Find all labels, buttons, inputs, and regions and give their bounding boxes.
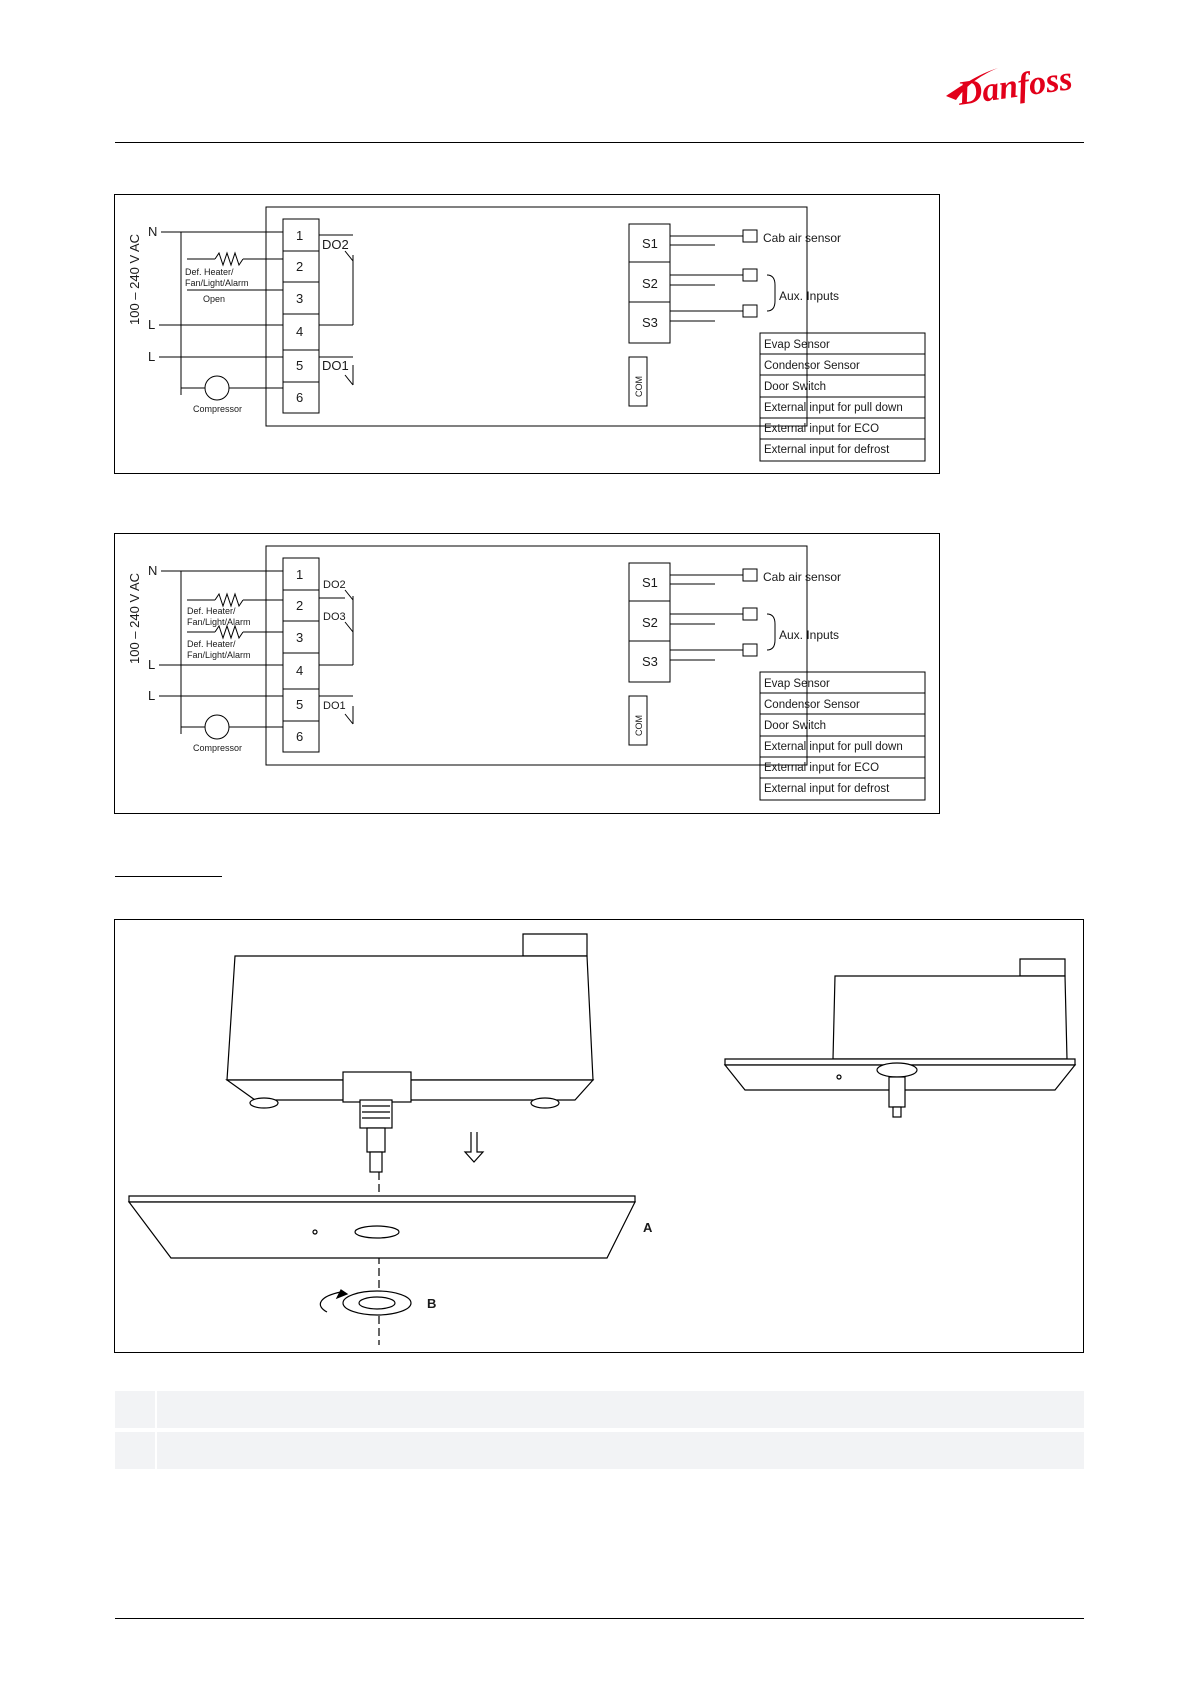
terminal-2: 2 [296, 259, 304, 274]
mounting-illustration [114, 919, 1084, 1353]
aux-option-3: Door Switch [764, 720, 826, 732]
supply-label: 100 – 240 V AC [127, 233, 142, 325]
aux-option-3: Door Switch [764, 381, 826, 393]
n-label: N [148, 563, 158, 578]
com-label: COM [634, 715, 644, 736]
mounting-illustration-svg [115, 920, 1083, 1352]
sensor-s1: S1 [642, 575, 658, 590]
terminal-1: 1 [296, 567, 304, 582]
cab-air-label: Cab air sensor [763, 231, 842, 245]
load-label-line2: Fan/Light/Alarm [185, 278, 249, 288]
wiring-diagram-2 [114, 533, 940, 814]
load2-line2: Fan/Light/Alarm [187, 650, 251, 660]
terminal-5: 5 [296, 697, 304, 712]
aux-inputs-label: Aux. Inputs [779, 289, 840, 303]
load-label-line1: Def. Heater/ [185, 267, 234, 277]
cab-air-label: Cab air sensor [763, 570, 842, 584]
terminal-5: 5 [296, 358, 304, 373]
terminal-4: 4 [296, 663, 304, 678]
supply-label: 100 – 240 V AC [127, 572, 142, 664]
relay-do1: DO1 [322, 358, 349, 373]
l-label-2: L [148, 349, 156, 364]
relay-do1: DO1 [323, 700, 346, 712]
table-row [115, 1432, 1084, 1469]
load1-line2: Fan/Light/Alarm [187, 617, 251, 627]
table-cell [115, 1391, 157, 1428]
aux-option-6: External input for defrost [764, 783, 890, 795]
aux-option-4: External input for pull down [764, 402, 903, 414]
com-label: COM [634, 376, 644, 397]
wiring-diagram-2-svg [115, 534, 939, 813]
sensor-s1: S1 [642, 236, 658, 251]
terminal-2: 2 [296, 598, 304, 613]
sensor-s2: S2 [642, 276, 658, 291]
aux-option-1: Evap Sensor [764, 339, 830, 351]
wiring-diagram-1-svg [115, 195, 939, 473]
aux-option-1: Evap Sensor [764, 678, 830, 690]
terminal-1: 1 [296, 228, 304, 243]
callout-a: A [643, 1220, 653, 1235]
aux-option-5: External input for ECO [764, 423, 880, 435]
compressor-label: Compressor [193, 743, 243, 753]
aux-option-2: Condensor Sensor [764, 360, 860, 372]
aux-inputs-label: Aux. Inputs [779, 628, 840, 642]
terminal-3: 3 [296, 291, 304, 306]
aux-option-4: External input for pull down [764, 741, 903, 753]
terminal-4: 4 [296, 324, 304, 339]
table-row [115, 1391, 1084, 1428]
aux-option-6: External input for defrost [764, 444, 890, 456]
load1-line1: Def. Heater/ [187, 606, 236, 616]
compressor-label: Compressor [193, 404, 243, 414]
aux-option-5: External input for ECO [764, 762, 880, 774]
n-label: N [148, 224, 158, 239]
terminal-3: 3 [296, 630, 304, 645]
sensor-s2: S2 [642, 615, 658, 630]
footer-rule [115, 1618, 1084, 1619]
terminal-6: 6 [296, 729, 304, 744]
sensor-s3: S3 [642, 654, 658, 669]
relay-do2: DO2 [322, 237, 349, 252]
terminal-6: 6 [296, 390, 304, 405]
open-label: Open [203, 294, 226, 304]
header-rule [115, 142, 1084, 143]
l-label-1: L [148, 657, 156, 672]
l-label-1: L [148, 317, 156, 332]
svg-text:Danfoss: Danfoss [955, 60, 1075, 113]
danfoss-logo [938, 52, 1084, 114]
aux-option-2: Condensor Sensor [764, 699, 860, 711]
table-cell [115, 1432, 157, 1469]
relay-do2: DO2 [323, 579, 346, 591]
load2-line1: Def. Heater/ [187, 639, 236, 649]
legend-table [115, 1391, 1084, 1473]
wiring-diagram-1 [114, 194, 940, 474]
section-heading-underline [115, 876, 222, 877]
l-label-2: L [148, 688, 156, 703]
relay-do3: DO3 [323, 611, 346, 623]
sensor-s3: S3 [642, 315, 658, 330]
callout-b: B [427, 1296, 437, 1311]
